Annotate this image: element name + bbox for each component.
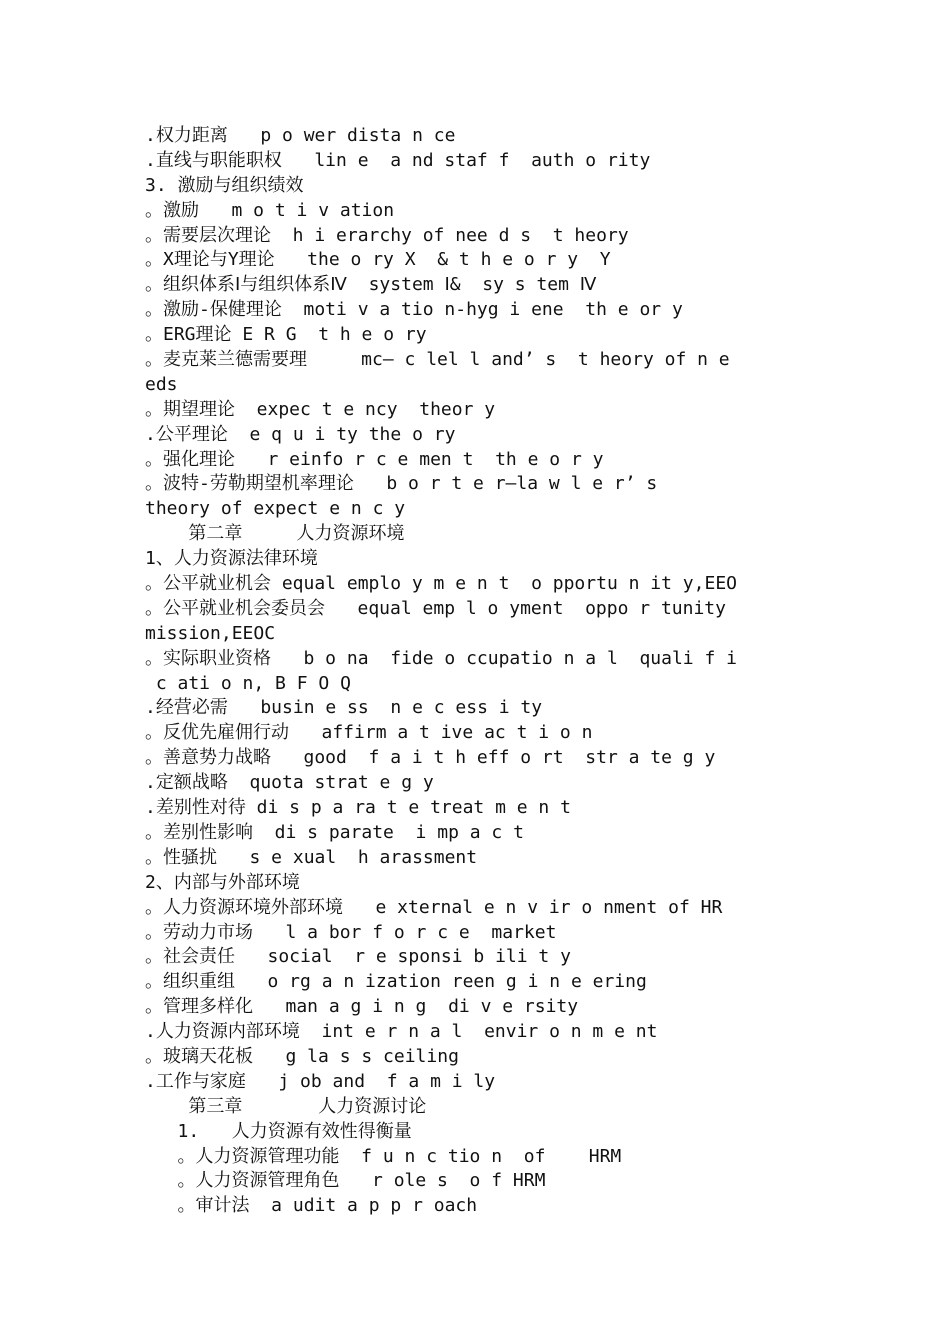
- text-line: 。善意势力战略 good f a i t h eff o rt str a te g y: [145, 747, 716, 769]
- text-line: 。ERG理论 E R G t h e o ry: [145, 324, 427, 346]
- text-line: 。期望理论 expec t e ncy theor y: [145, 398, 496, 420]
- text-line: 。公平就业机会 equal emplo y m e n t o pportu n it y,EEO: [145, 573, 737, 595]
- text-line: 。组织重组 o rg a n ization reen g i n e ering: [145, 971, 647, 993]
- text-line: 。反优先雇佣行动 affirm a t ive ac t i o n: [145, 722, 593, 744]
- text-line: 。社会责任 social r e sponsi b ili t y: [145, 946, 571, 968]
- text-line: 。审计法 a udit a p p r oach: [145, 1195, 478, 1217]
- text-line: 。管理多样化 man a g i n g di v e rsity: [145, 996, 579, 1018]
- text-line: 。麦克莱兰德需要理 mc— c lel l and’ s t heory of n e: [145, 349, 730, 371]
- text-line: 。人力资源管理角色 r ole s o f HRM: [145, 1170, 546, 1192]
- text-line: .差别性对待 di s p a ra t e treat m e n t: [145, 797, 571, 819]
- section-heading: 1. 人力资源有效性得衡量: [145, 1120, 412, 1142]
- text-line: 。组织体系Ⅰ与组织体系Ⅳ system Ⅰ& sy s tem Ⅳ: [145, 274, 597, 296]
- text-line: 。人力资源环境外部环境 e xternal e n v ir o nment of HR: [145, 896, 723, 918]
- text-line: 。玻璃天花板 g la s s ceiling: [145, 1045, 459, 1067]
- text-line: 。需要层次理论 h i erarchy of nee d s t heory: [145, 224, 629, 246]
- text-line: mission,EEOC: [145, 622, 276, 644]
- text-line: 。波特-劳勒期望机率理论 b o r t e r—la w l e r’ s: [145, 473, 658, 495]
- text-line: 。劳动力市场 l a bor f o r c e market: [145, 921, 557, 943]
- text-line: 。实际职业资格 b o na fide o ccupatio n a l quali f i: [145, 647, 737, 669]
- text-line: 。人力资源管理功能 f u n c tio n of HRM: [145, 1145, 622, 1167]
- text-line: 。差别性影响 di s parate i mp a c t: [145, 821, 524, 843]
- chapter-heading: 第三章 人力资源讨论: [145, 1095, 427, 1117]
- text-line: eds: [145, 373, 178, 395]
- text-line: 。X理论与Y理论 the o ry X & t h e o r y Y: [145, 249, 611, 271]
- text-line: 。强化理论 r einfo r c e men t th e o r y: [145, 448, 604, 470]
- text-line: .公平理论 e q u i ty the o ry: [145, 423, 456, 445]
- chapter-heading: 第二章 人力资源环境: [145, 523, 405, 545]
- text-line: .经营必需 busin e ss n e c ess i ty: [145, 697, 543, 719]
- text-line: .权力距离 p o wer dista n ce: [145, 125, 456, 146]
- section-heading: 1、人力资源法律环境: [145, 548, 318, 570]
- text-line: 。性骚扰 s e xual h arassment: [145, 846, 478, 868]
- text-line: 。激励 m o t i v ation: [145, 199, 395, 221]
- text-line: c ati o n, B F O Q: [145, 672, 351, 694]
- text-line: .人力资源内部环境 int e r n a l envir o n m e nt: [145, 1021, 658, 1043]
- text-line: .直线与职能职权 lin e a nd staf f auth o rity: [145, 149, 651, 171]
- text-line: .工作与家庭 j ob and f a m i ly: [145, 1070, 496, 1092]
- section-heading: 2、内部与外部环境: [145, 871, 300, 893]
- text-line: 。激励-保健理论 moti v a tio n-hyg i ene th e or y: [145, 299, 683, 321]
- text-line: theory of expect e n c y: [145, 498, 406, 520]
- document-body: [145, 124, 810, 1219]
- text-line: .定额战略 quota strat e g y: [145, 772, 434, 794]
- text-line: 。公平就业机会委员会 equal emp l o yment oppo r tunity: [145, 597, 726, 619]
- section-heading: 3. 激励与组织绩效: [145, 174, 304, 196]
